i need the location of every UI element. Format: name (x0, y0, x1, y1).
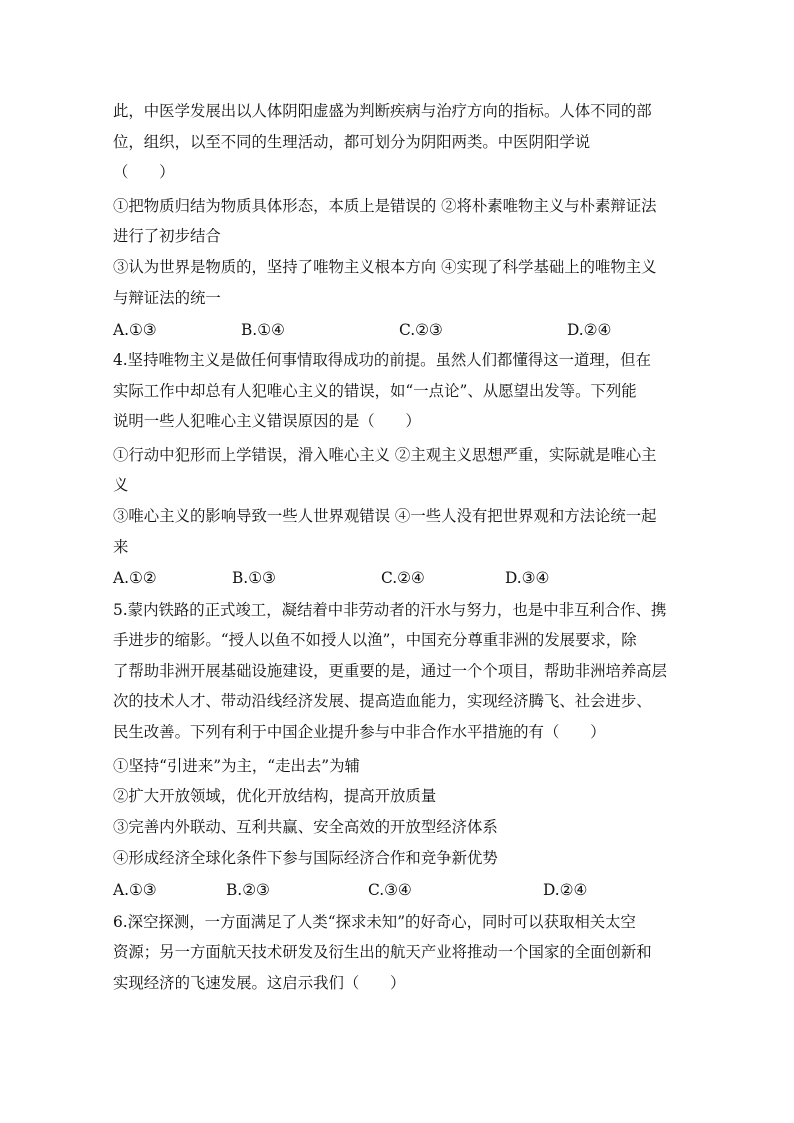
option-b: B.①③ (232, 569, 276, 587)
option-a: A.①③ (113, 321, 157, 339)
choice-statement: 来 (113, 538, 129, 556)
option-b: B.②③ (226, 881, 270, 899)
choice-statement: 与辩证法的统一 (113, 289, 221, 307)
text-line: 资源；另一方面航天技术研发及衍生出的航天产业将推动一个国家的全面创新和 (113, 943, 652, 961)
option-d: D.②④ (567, 321, 612, 339)
choice-statement: ③认为世界是物质的，坚持了唯物主义根本方向 ④实现了科学基础上的唯物主义 (113, 258, 657, 276)
options-row-q5 (113, 880, 713, 900)
text-line: 此，中医学发展出以人体阴阳虚盛为判断疾病与治疗方向的指标。人体不同的部 (113, 102, 652, 120)
option-c: C.②④ (381, 569, 425, 587)
text-line: 手进步的缩影。“授人以鱼不如授人以渔”，中国充分尊重非洲的发展要求，除 (113, 631, 637, 649)
question-5: 5.蒙内铁路的正式竣工，凝结着中非劳动者的汗水与努力，也是中非互利合作、携 (113, 601, 667, 619)
text-line: 了帮助非洲开展基础设施建设，更重要的是，通过一个个项目，帮助非洲培养高层 (113, 662, 668, 680)
option-a: A.①③ (113, 881, 157, 899)
choice-statement: ④形成经济全球化条件下参与国际经济合作和竞争新优势 (113, 849, 498, 867)
question-6: 6.深空探测，一方面满足了人类“探求未知”的好奇心，同时可以获取相关太空 (113, 913, 636, 931)
choice-statement: ①行动中犯形而上学错误，滑入唯心主义 ②主观主义思想严重，实际就是唯心主 (113, 446, 657, 464)
option-b: B.①④ (241, 321, 285, 339)
text-line: 次的技术人才、带动沿线经济发展、提高造血能力，实现经济腾飞、社会进步、 (113, 692, 652, 710)
answer-blank: （ ） (113, 163, 175, 181)
text-line: 位，组织，以至不同的生理活动，都可划分为阴阳两类。中医阴阳学说 (113, 133, 591, 151)
choice-statement: ③唯心主义的影响导致一些人世界观错误 ④一些人没有把世界观和方法论统一起 (113, 507, 657, 525)
options-row-q4 (113, 568, 713, 588)
option-d: D.③④ (505, 569, 550, 587)
choice-statement: ①把物质归结为物质具体形态，本质上是错误的 ②将朴素唯物主义与朴素辩证法 (113, 197, 657, 215)
option-c: C.③④ (368, 881, 412, 899)
choice-statement: ①坚持“引进来”为主，“走出去”为辅 (113, 757, 360, 775)
option-c: C.②③ (399, 321, 443, 339)
choice-statement: ②扩大开放领域，优化开放结构，提高开放质量 (113, 787, 437, 805)
choice-statement: ③完善内外联动、互利共赢、安全高效的开放型经济体系 (113, 818, 498, 836)
question-4: 4.坚持唯物主义是做任何事情取得成功的前提。虽然人们都懂得这一道理，但在 (113, 351, 651, 369)
text-line: 说明一些人犯唯心主义错误原因的是（ ） (113, 412, 421, 430)
text-line: 实际工作中却总有人犯唯心主义的错误，如“一点论”、从愿望出发等。下列能 (113, 382, 637, 400)
text-line: 实现经济的飞速发展。这启示我们（ ） (113, 974, 406, 992)
choice-statement: 义 (113, 476, 129, 494)
option-a: A.①② (113, 569, 157, 587)
options-row-q3 (113, 320, 713, 340)
text-line: 民生改善。下列有利于中国企业提升参与中非合作水平措施的有（ ） (113, 723, 606, 741)
choice-statement: 进行了初步结合 (113, 227, 221, 245)
option-d: D.②④ (543, 881, 588, 899)
